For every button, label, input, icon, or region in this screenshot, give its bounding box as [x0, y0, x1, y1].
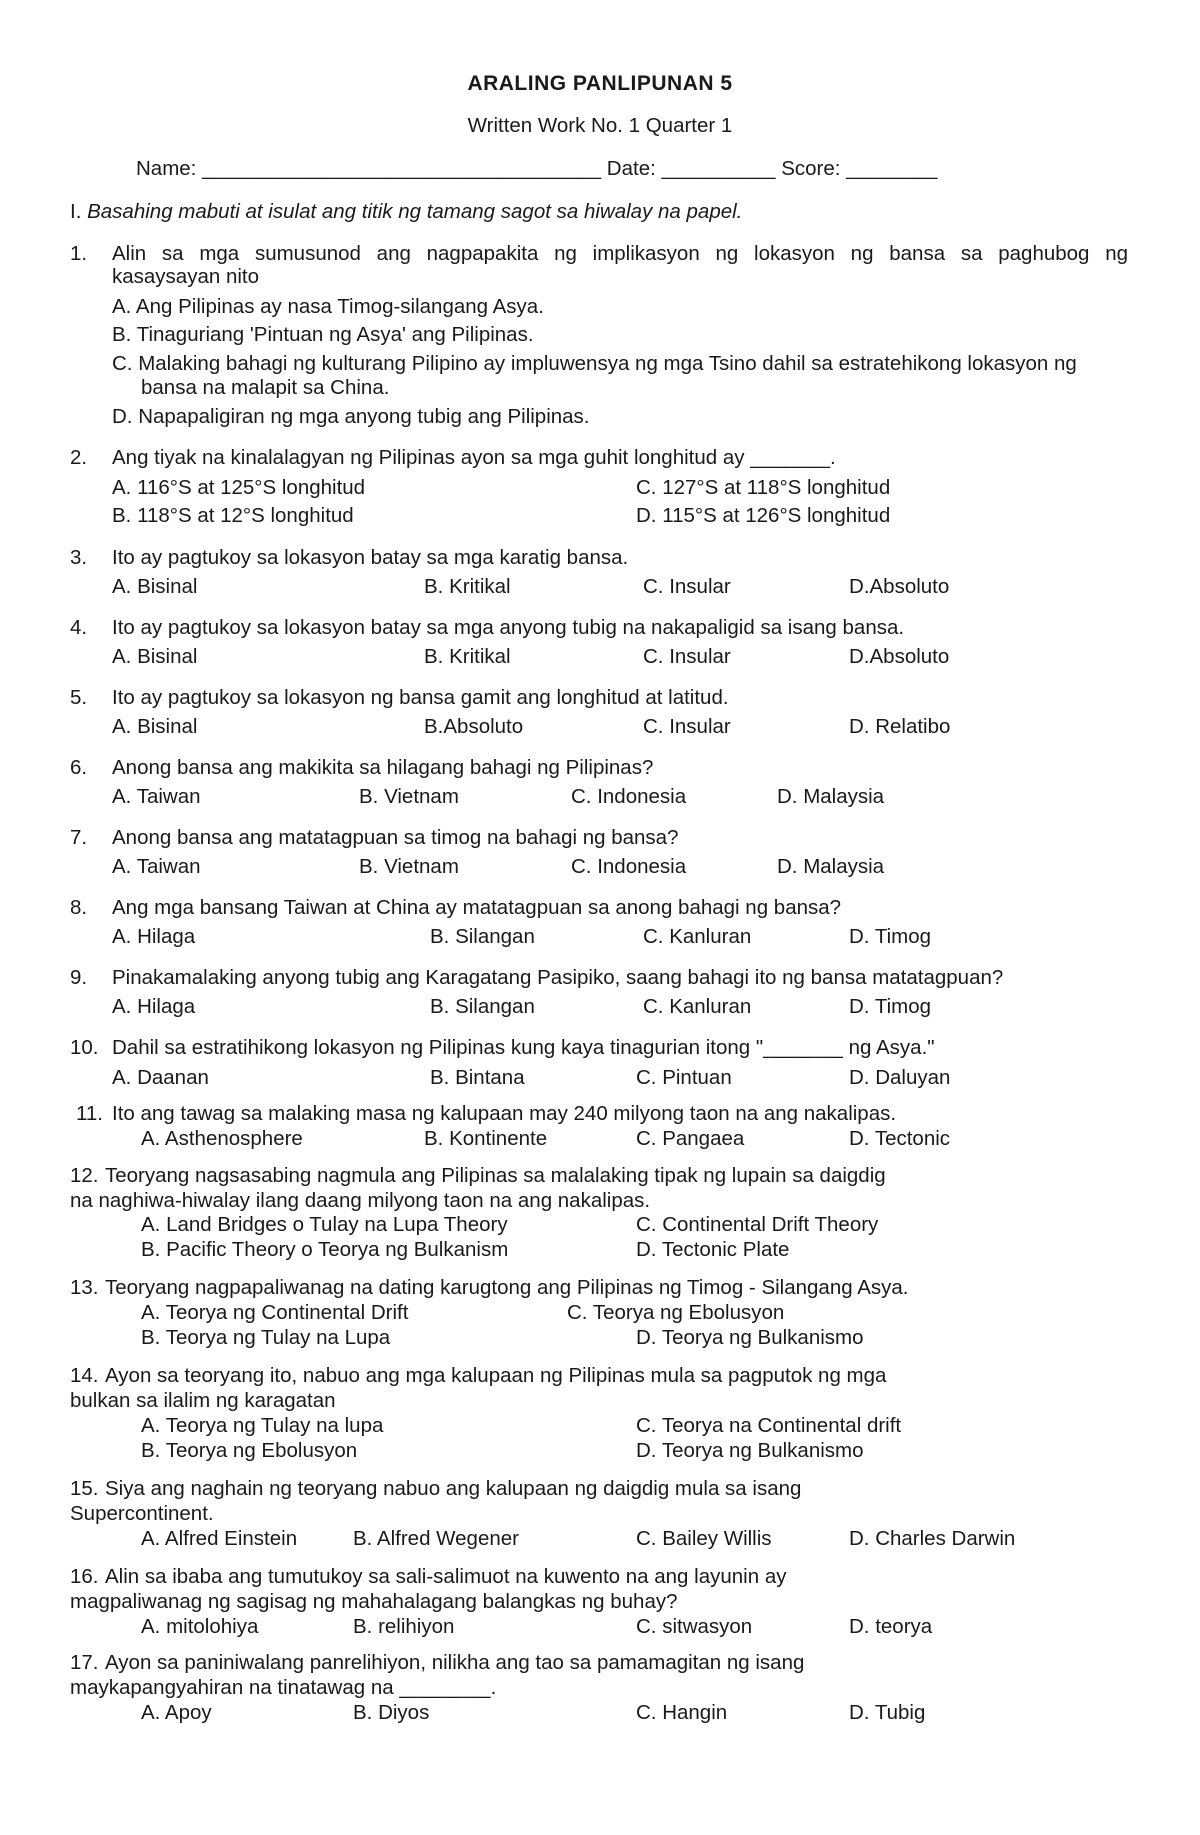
choice-c: C. sitwasyon [636, 1615, 753, 1638]
choice-a: A. Hilaga [112, 925, 196, 948]
instruction-text: Basahing mabuti at isulat ang titik ng tamang sagot sa hiwalay na papel. [87, 200, 743, 223]
choice-b: B. Teorya ng Tulay na Lupa [141, 1326, 391, 1349]
question-stem-cont: Supercontinent. [70, 1502, 214, 1525]
question-stem: Anong bansa ang makikita sa hilagang bahagi ng Pilipinas? [112, 756, 654, 779]
question-stem: Ito ang tawag sa malaking masa ng kalupaan may 240 milyong taon na ang nakalipas. [112, 1102, 897, 1125]
choice-d: D. Tubig [849, 1701, 926, 1724]
page-subtitle: Written Work No. 1 Quarter 1 [467, 114, 733, 137]
question-stem: Ayon sa paniniwalang panrelihiyon, nilikha ang tao sa pamamagitan ng isang [105, 1651, 805, 1674]
choice-d: D. Malaysia [777, 855, 885, 878]
question-stem-cont: magpaliwanag ng sagisag ng mahahalagang balangkas ng buhay? [70, 1590, 678, 1613]
choice-a: A. mitolohiya [141, 1615, 259, 1638]
question-stem: Teoryang nagsasabing nagmula ang Pilipinas sa malalaking tipak ng lupain sa daigdig [105, 1164, 886, 1187]
question-stem: Anong bansa ang matatagpuan sa timog na bahagi ng bansa? [112, 826, 679, 849]
choice-b: B. Alfred Wegener [353, 1527, 519, 1550]
question-stem: Ayon sa teoryang ito, nabuo ang mga kalupaan ng Pilipinas mula sa pagputok ng mga [105, 1364, 887, 1387]
choice-a: A. Hilaga [112, 995, 196, 1018]
choice-b: B. 118°S at 12°S longhitud [112, 504, 354, 527]
question-stem: Ang tiyak na kinalalagyan ng Pilipinas ayon sa mga guhit longhitud ay _______. [112, 446, 836, 469]
question-number: 2. [70, 446, 88, 469]
choice-d: D. Teorya ng Bulkanismo [636, 1439, 864, 1462]
choice-a: A. Teorya ng Tulay na lupa [141, 1414, 384, 1437]
choice-b: B.Absoluto [424, 715, 524, 738]
choice-a: A. Ang Pilipinas ay nasa Timog-silangang Asya. [112, 295, 544, 318]
choice-c: C. Teorya na Continental drift [636, 1414, 902, 1437]
choice-c: C. Malaking bahagi ng kulturang Pilipino ay impluwensya ng mga Tsino dahil sa estratehikong lokasyon ng [112, 352, 1077, 375]
question-number: 15. [70, 1477, 99, 1500]
question-number: 4. [70, 616, 88, 639]
choice-c: C. Insular [643, 645, 731, 668]
choice-d: D. Timog [849, 995, 932, 1018]
question-stem: Pinakamalaking anyong tubig ang Karagatang Pasipiko, saang bahagi ito ng bansa matatagpuan? [112, 966, 1004, 989]
choice-d: D. Daluyan [849, 1066, 951, 1089]
question-stem: Ito ay pagtukoy sa lokasyon ng bansa gamit ang longhitud at latitud. [112, 686, 729, 709]
question-stem: Ang mga bansang Taiwan at China ay matatagpuan sa anong bahagi ng bansa? [112, 896, 842, 919]
question-stem-cont: na naghiwa-hiwalay ilang daang milyong taon na ang nakalipas. [70, 1189, 651, 1212]
question-number: 6. [70, 756, 88, 779]
choice-c: C. Teorya ng Ebolusyon [567, 1301, 785, 1324]
choice-a: A. Bisinal [112, 645, 198, 668]
question-number: 3. [70, 546, 88, 569]
choice-a: A. Daanan [112, 1066, 209, 1089]
question-number: 10. [70, 1036, 99, 1059]
name-date-score-line: Name: ___________________________________ Date: __________ Score: ________ [136, 157, 938, 180]
choice-d: D.Absoluto [849, 575, 950, 598]
question-number: 7. [70, 826, 88, 849]
choice-b: B. Kritikal [424, 645, 511, 668]
choice-d: D. Napapaligiran ng mga anyong tubig ang Pilipinas. [112, 405, 590, 428]
choice-b: B. Vietnam [359, 785, 459, 808]
choice-a: A. Alfred Einstein [141, 1527, 298, 1550]
choice-a: A. Teorya ng Continental Drift [141, 1301, 409, 1324]
choice-b: B. Teorya ng Ebolusyon [141, 1439, 358, 1462]
question-number: 11. [76, 1102, 103, 1125]
choice-b: B. Kontinente [424, 1127, 548, 1150]
choice-d: D. Tectonic [849, 1127, 951, 1150]
question-stem: Ito ay pagtukoy sa lokasyon batay sa mga karatig bansa. [112, 546, 629, 569]
choice-d: D. Timog [849, 925, 932, 948]
choice-a: A. Land Bridges o Tulay na Lupa Theory [141, 1213, 508, 1236]
question-stem: Alin sa ibaba ang tumutukoy sa sali-salimuot na kuwento na ang layunin ay [105, 1565, 787, 1588]
instruction [70, 200, 742, 224]
question-stem: Alin sa mga sumusunod ang nagpapakita ng implikasyon ng lokasyon ng bansa sa paghubog ng [112, 242, 1128, 265]
page-title: ARALING PANLIPUNAN 5 [467, 72, 733, 95]
choice-c: C. Pangaea [636, 1127, 745, 1150]
choice-a: A. Asthenosphere [141, 1127, 303, 1150]
question-stem: Dahil sa estratihikong lokasyon ng Pilipinas kung kaya tinagurian itong "_______ ng Asya." [112, 1036, 935, 1059]
choice-c-cont: bansa na malapit sa China. [141, 376, 390, 399]
choice-b: B. relihiyon [353, 1615, 455, 1638]
choice-d: D.Absoluto [849, 645, 950, 668]
choice-a: A. Taiwan [112, 785, 201, 808]
choice-b: B. Bintana [430, 1066, 525, 1089]
choice-d: D. Tectonic Plate [636, 1238, 790, 1261]
instruction-prefix: I. [70, 200, 82, 223]
choice-b: B. Tinaguriang 'Pintuan ng Asya' ang Pilipinas. [112, 323, 534, 346]
question-stem: Teoryang nagpapaliwanag na dating karugtong ang Pilipinas ng Timog - Silangang Asya. [105, 1276, 909, 1299]
question-number: 1. [70, 242, 88, 265]
question-stem: Siya ang naghain ng teoryang nabuo ang kalupaan ng daigdig mula sa isang [105, 1477, 802, 1500]
question-stem-cont: bulkan sa ilalim ng karagatan [70, 1389, 336, 1412]
choice-b: B. Silangan [430, 995, 535, 1018]
question-number: 9. [70, 966, 88, 989]
choice-a: A. Taiwan [112, 855, 201, 878]
choice-c: C. Continental Drift Theory [636, 1213, 879, 1236]
question-stem: Ito ay pagtukoy sa lokasyon batay sa mga anyong tubig na nakapaligid sa isang bansa. [112, 616, 905, 639]
choice-c: C. Indonesia [571, 785, 687, 808]
choice-b: B. Silangan [430, 925, 535, 948]
question-number: 13. [70, 1276, 99, 1299]
question-number: 5. [70, 686, 88, 709]
choice-c: C. Insular [643, 575, 731, 598]
choice-b: B. Kritikal [424, 575, 511, 598]
choice-c: C. Pintuan [636, 1066, 732, 1089]
choice-c: C. Kanluran [643, 995, 752, 1018]
question-number: 16. [70, 1565, 99, 1588]
choice-d: D. 115°S at 126°S longhitud [636, 504, 891, 527]
choice-c: C. Indonesia [571, 855, 687, 878]
choice-d: D. Charles Darwin [849, 1527, 1016, 1550]
question-number: 8. [70, 896, 88, 919]
choice-d: D. teorya [849, 1615, 933, 1638]
choice-c: C. Bailey Willis [636, 1527, 772, 1550]
question-number: 12. [70, 1164, 99, 1187]
choice-d: D. Relatibo [849, 715, 951, 738]
choice-b: B. Vietnam [359, 855, 459, 878]
choice-a: A. 116°S at 125°S longhitud [112, 476, 366, 499]
choice-b: B. Pacific Theory o Teorya ng Bulkanism [141, 1238, 509, 1261]
choice-a: A. Bisinal [112, 715, 198, 738]
question-number: 17. [70, 1651, 99, 1674]
question-stem-cont: kasaysayan nito [112, 265, 260, 288]
choice-d: D. Teorya ng Bulkanismo [636, 1326, 864, 1349]
choice-c: C. Hangin [636, 1701, 728, 1724]
choice-c: C. Insular [643, 715, 731, 738]
choice-a: A. Apoy [141, 1701, 212, 1724]
question-number: 14. [70, 1364, 99, 1387]
choice-a: A. Bisinal [112, 575, 198, 598]
choice-d: D. Malaysia [777, 785, 885, 808]
choice-c: C. 127°S at 118°S longhitud [636, 476, 891, 499]
question-stem-cont: maykapangyahiran na tinatawag na ________. [70, 1676, 497, 1699]
choice-b: B. Diyos [353, 1701, 430, 1724]
choice-c: C. Kanluran [643, 925, 752, 948]
